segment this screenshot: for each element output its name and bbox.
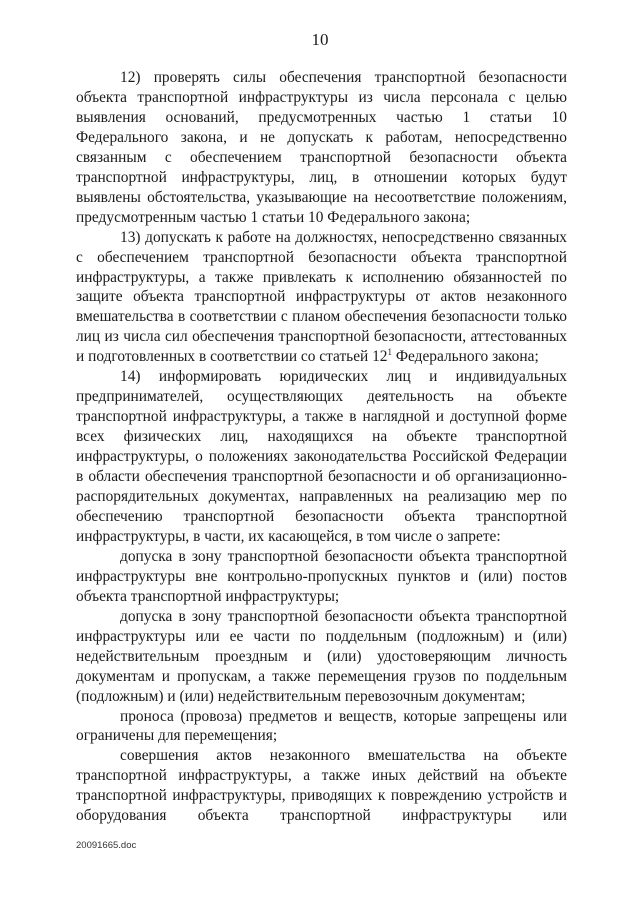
superscript-number: 1 [387, 347, 393, 358]
paragraph-item-12: 12) проверять силы обеспечения транспортной безопасности объекта транспортной инфраструктуры из числа персонала с целью выявления оснований, предусмотренных частью 1 статьи 10 Федерального закона, и не допускать к работам, непосредственно связанным с обеспечением транспортной безопасности объекта транспортной инфраструктуры, лиц, в отношении которых будут выявлены обстоятельства, указывающие на несоответствие положениям, предусмотренным частью 1 статьи 10 Федерального закона; [76, 69, 567, 226]
paragraph-item-13 [76, 228, 567, 368]
footer-file-name: 20091665.doc [76, 840, 137, 851]
page-number: 10 [311, 30, 329, 49]
paragraph-ban-unlawful-interference: совершения актов незаконного вмешательства на объекте транспортной инфраструктуры, а также иных действий на объекте транспортной инфраструктуры, приводящих к повреждению устройств и оборудования объекта транспортной инфраструктуры или [76, 747, 567, 825]
paragraph-ban-entry-outside-checkpoints: допуска в зону транспортной безопасности объекта транспортной инфраструктуры вне контрольно-пропускных пунктов и (или) постов объекта транспортной инфраструктуры; [76, 547, 567, 605]
paragraph-text-end: Федерального закона; [392, 348, 539, 366]
document-body [76, 68, 567, 826]
paragraph-text: 13) допускать к работе на должностях, непосредственно связанных с обеспечением транспортной безопасности объекта транспортной инфраструктуры, а также привлекать к исполнению обязанностей по защите объекта транспортной инфраструктуры от актов незаконного вмешательства в соответствии с планом обеспечения безопасности только лиц из числа сил обеспечения транспортной безопасности, аттестованных и подготовленных в соответствии со статьей 12 [76, 228, 567, 366]
paragraph-ban-forged-documents: допуска в зону транспортной безопасности объекта транспортной инфраструктуры или ее части по поддельным (подложным) и (или) недействительным проездным и (или) удостоверяющим личность документам и пропускам, а также перемещения грузов по поддельным (подложным) и (или) недействительным перевозочным документам; [76, 607, 567, 705]
paragraph-item-14: 14) информировать юридических лиц и индивидуальных предпринимателей, осуществляющих деятельность на объекте транспортной инфраструктуры, а также в наглядной и доступной форме всех физических лиц, находящихся на объекте транспортной инфраструктуры, о положениях законодательства Российской Федерации в области обеспечения транспортной безопасности и об организационно-распорядительных документах, направленных на реализацию мер по обеспечению транспортной безопасности объекта транспортной инфраструктуры, в части, их касающейся, в том числе о запрете: [76, 368, 567, 545]
paragraph-ban-prohibited-items: проноса (провоза) предметов и веществ, которые запрещены или ограничены для перемещения; [76, 707, 567, 745]
